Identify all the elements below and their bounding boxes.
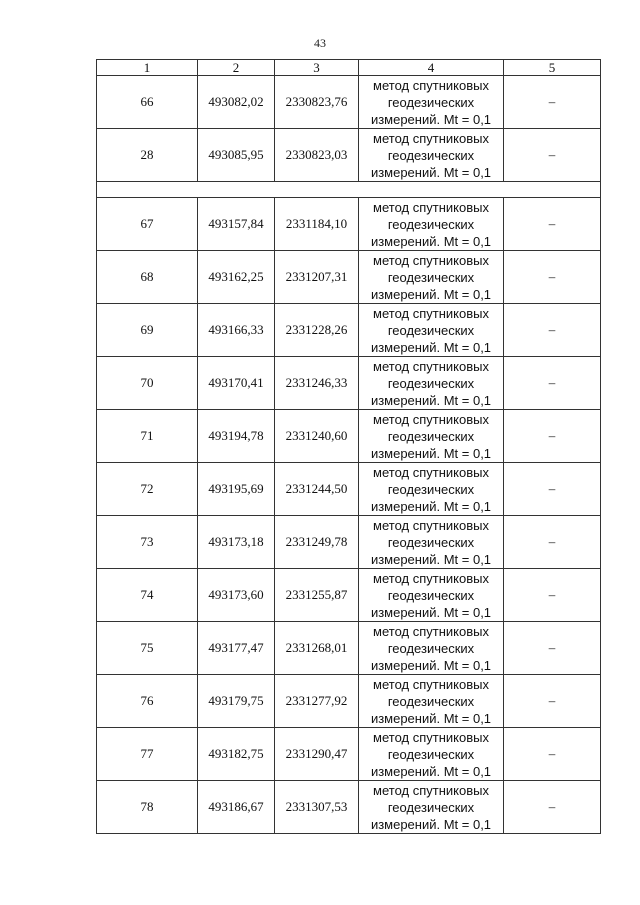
x-coordinate-cell: 493085,95 [198,129,275,182]
column-header: 4 [359,60,504,76]
point-number-cell: 71 [97,410,198,463]
table-row [97,129,601,182]
x-coordinate-cell: 493173,18 [198,516,275,569]
note-cell: – [504,675,601,728]
coordinates-table [96,59,601,834]
table-row [97,675,601,728]
x-coordinate-cell: 493194,78 [198,410,275,463]
x-coordinate-cell: 493170,41 [198,357,275,410]
table-row [97,410,601,463]
method-cell [359,463,504,516]
y-coordinate-cell: 2331255,87 [275,569,359,622]
note-cell: – [504,198,601,251]
page-number: 43 [314,36,326,50]
point-number-cell: 76 [97,675,198,728]
method-line: геодезических [387,640,475,656]
column-header: 2 [198,60,275,76]
y-coordinate-cell: 2331277,92 [275,675,359,728]
y-coordinate-cell: 2331249,78 [275,516,359,569]
method-line: измерений. Mt = 0,1 [370,498,492,514]
method-cell [359,622,504,675]
table-row [97,357,601,410]
method-line: геодезических [387,534,475,550]
y-coordinate-cell: 2330823,03 [275,129,359,182]
table-row [97,569,601,622]
note-cell: – [504,410,601,463]
column-header: 1 [97,60,198,76]
method-line: метод спутниковых [373,517,489,533]
method-line: измерений. Mt = 0,1 [370,286,492,302]
method-line: измерений. Mt = 0,1 [370,339,492,355]
table-row [97,516,601,569]
note-cell: – [504,781,601,834]
method-line: измерений. Mt = 0,1 [370,657,492,673]
method-line: измерений. Mt = 0,1 [370,763,492,779]
method-cell [359,410,504,463]
y-coordinate-cell: 2331244,50 [275,463,359,516]
method-cell [359,129,504,182]
table-row [97,622,601,675]
method-line: метод спутниковых [373,570,489,586]
point-number-cell: 72 [97,463,198,516]
x-coordinate-cell: 493157,84 [198,198,275,251]
point-number-cell: 69 [97,304,198,357]
y-coordinate-cell: 2331207,31 [275,251,359,304]
note-cell: – [504,516,601,569]
x-coordinate-cell: 493082,02 [198,76,275,129]
method-line: измерений. Mt = 0,1 [370,445,492,461]
method-line: метод спутниковых [373,729,489,745]
method-cell [359,76,504,129]
method-line: геодезических [387,375,475,391]
table-body [97,76,601,834]
note-cell: – [504,304,601,357]
method-line: геодезических [387,799,475,815]
note-cell: – [504,357,601,410]
method-line: измерений. Mt = 0,1 [370,392,492,408]
spacer-cell [97,182,601,198]
method-line: метод спутниковых [373,411,489,427]
y-coordinate-cell: 2331246,33 [275,357,359,410]
method-line: метод спутниковых [373,676,489,692]
method-line: метод спутниковых [373,358,489,374]
method-cell [359,728,504,781]
y-coordinate-cell: 2331240,60 [275,410,359,463]
method-line: геодезических [387,746,475,762]
x-coordinate-cell: 493195,69 [198,463,275,516]
method-line: измерений. Mt = 0,1 [370,551,492,567]
method-cell [359,675,504,728]
table-row [97,304,601,357]
method-line: метод спутниковых [373,464,489,480]
method-line: измерений. Mt = 0,1 [370,710,492,726]
x-coordinate-cell: 493179,75 [198,675,275,728]
method-cell [359,516,504,569]
table-row [97,463,601,516]
method-line: геодезических [387,147,475,163]
point-number-cell: 68 [97,251,198,304]
note-cell: – [504,622,601,675]
note-cell: – [504,728,601,781]
note-cell: – [504,76,601,129]
method-line: метод спутниковых [373,252,489,268]
method-cell [359,781,504,834]
table-row [97,76,601,129]
method-line: метод спутниковых [373,782,489,798]
x-coordinate-cell: 493166,33 [198,304,275,357]
method-line: геодезических [387,216,475,232]
method-line: геодезических [387,693,475,709]
table-row [97,198,601,251]
method-line: метод спутниковых [373,305,489,321]
note-cell: – [504,129,601,182]
method-line: геодезических [387,269,475,285]
method-cell [359,304,504,357]
point-number-cell: 78 [97,781,198,834]
method-line: метод спутниковых [373,130,489,146]
point-number-cell: 67 [97,198,198,251]
method-line: метод спутниковых [373,77,489,93]
method-cell [359,251,504,304]
method-line: измерений. Mt = 0,1 [370,233,492,249]
table-row [97,781,601,834]
point-number-cell: 28 [97,129,198,182]
x-coordinate-cell: 493186,67 [198,781,275,834]
method-line: геодезических [387,322,475,338]
point-number-cell: 74 [97,569,198,622]
spacer-row [97,182,601,198]
table-header-row [97,60,601,76]
y-coordinate-cell: 2331268,01 [275,622,359,675]
y-coordinate-cell: 2331184,10 [275,198,359,251]
note-cell: – [504,569,601,622]
method-cell [359,198,504,251]
y-coordinate-cell: 2331307,53 [275,781,359,834]
method-line: измерений. Mt = 0,1 [370,816,492,832]
method-line: геодезических [387,481,475,497]
y-coordinate-cell: 2331290,47 [275,728,359,781]
table-row [97,251,601,304]
y-coordinate-cell: 2331228,26 [275,304,359,357]
column-header: 5 [504,60,601,76]
method-cell [359,569,504,622]
x-coordinate-cell: 493182,75 [198,728,275,781]
method-line: геодезических [387,94,475,110]
method-line: метод спутниковых [373,199,489,215]
method-line: геодезических [387,428,475,444]
table-row [97,728,601,781]
method-cell [359,357,504,410]
method-line: измерений. Mt = 0,1 [370,604,492,620]
point-number-cell: 66 [97,76,198,129]
point-number-cell: 77 [97,728,198,781]
method-line: метод спутниковых [373,623,489,639]
x-coordinate-cell: 493173,60 [198,569,275,622]
method-line: измерений. Mt = 0,1 [370,111,492,127]
note-cell: – [504,463,601,516]
point-number-cell: 70 [97,357,198,410]
x-coordinate-cell: 493162,25 [198,251,275,304]
point-number-cell: 75 [97,622,198,675]
method-line: геодезических [387,587,475,603]
column-header: 3 [275,60,359,76]
method-line: измерений. Mt = 0,1 [370,164,492,180]
point-number-cell: 73 [97,516,198,569]
y-coordinate-cell: 2330823,76 [275,76,359,129]
x-coordinate-cell: 493177,47 [198,622,275,675]
note-cell: – [504,251,601,304]
